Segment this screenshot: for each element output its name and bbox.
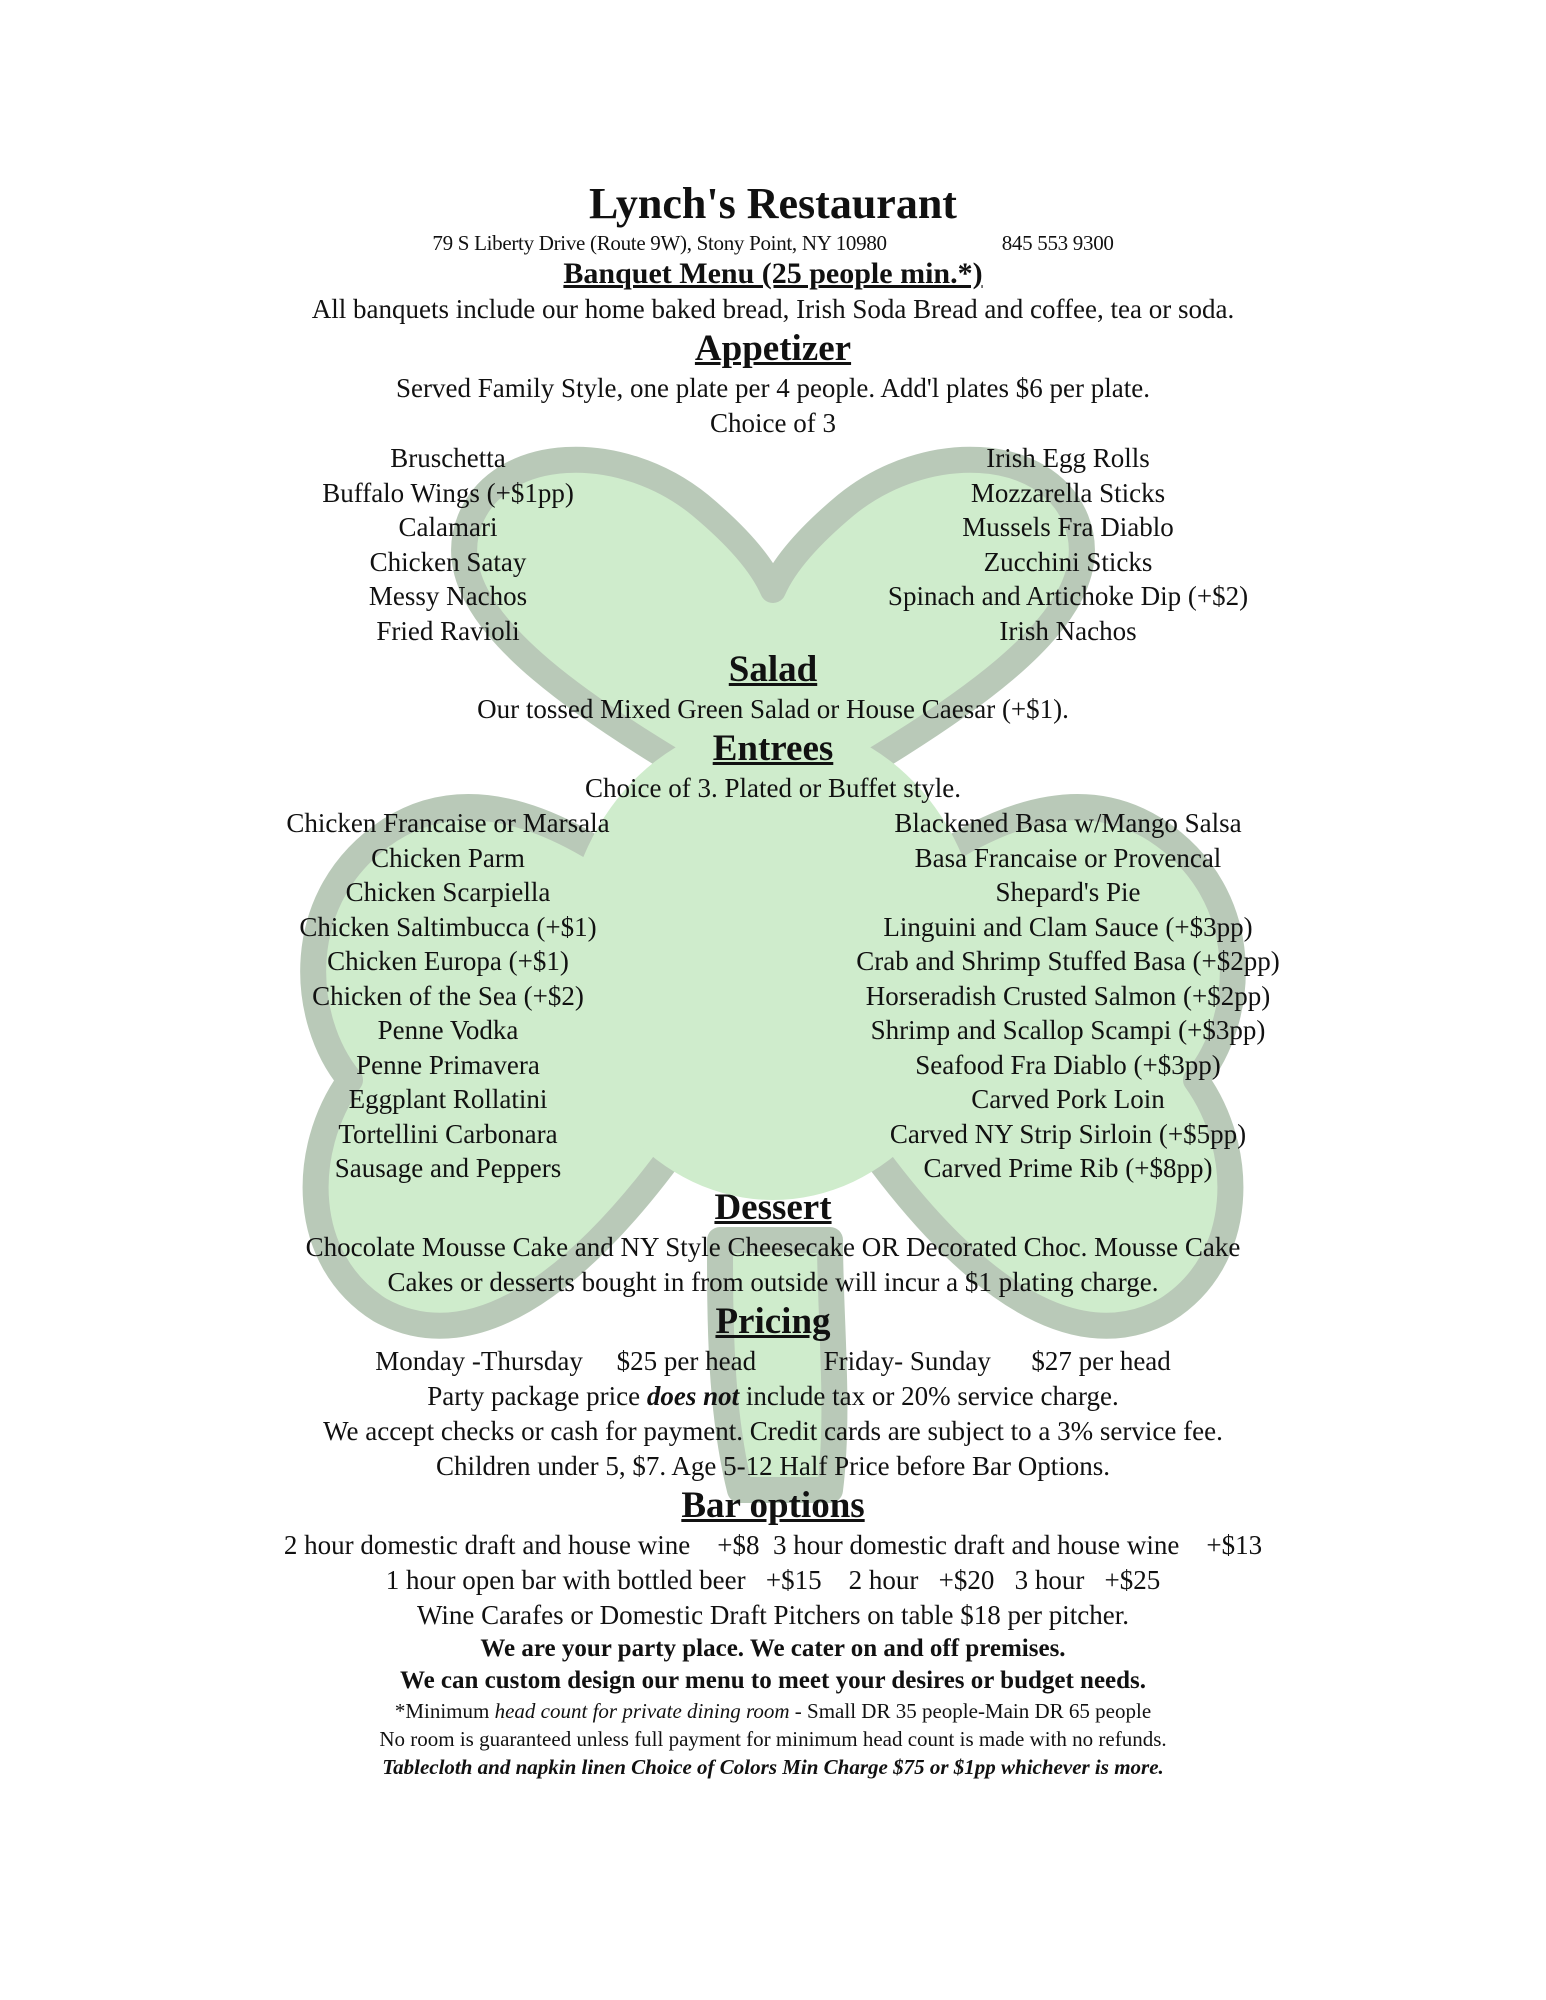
bar-option-pitchers: Wine Carafes or Domestic Draft Pitchers on table $18 per pitcher.	[417, 1599, 1129, 1630]
appetizer-right-column	[808, 441, 1328, 648]
appetizer-item: Calamari	[398, 512, 498, 542]
appetizer-item: Mozzarella Sticks	[970, 477, 1166, 508]
entree-item: Sausage and Peppers	[334, 1153, 562, 1183]
restaurant-address: 79 S Liberty Drive (Route 9W), Stony Point, NY 10980	[432, 231, 887, 255]
entree-item: Carved NY Strip Sirloin (+$5pp)	[889, 1118, 1247, 1149]
entree-item: Carved Pork Loin	[971, 1084, 1165, 1114]
weekday-price: $25 per head	[616, 1345, 757, 1376]
minimum-pre: *Minimum	[394, 1698, 490, 1723]
entree-item: Tortellini Carbonara	[338, 1118, 558, 1149]
entree-item: Blackened Basa w/Mango Salsa	[894, 808, 1242, 838]
appetizer-item: Messy Nachos	[368, 581, 528, 611]
minimum-post: - Small DR 35 people-Main DR 65 people	[789, 1698, 1152, 1723]
entrees-right-column	[808, 806, 1328, 1186]
appetizer-item: Irish Egg Rolls	[986, 443, 1150, 473]
entree-item: Chicken Parm	[371, 842, 525, 873]
package-note-emphasis: does not	[646, 1380, 740, 1411]
weekend-price: $27 per head	[1031, 1345, 1171, 1376]
entree-item: Penne Primavera	[356, 1049, 540, 1080]
party-place-tagline: We are your party place. We cater on and off premises.	[480, 1634, 1066, 1662]
entrees-left-column	[218, 806, 678, 1186]
pricing-row	[0, 1344, 1546, 1379]
entree-item: Crab and Shrimp Stuffed Basa (+$2pp)	[856, 946, 1280, 976]
dessert-plating-note: Cakes or desserts bought in from outside will incur a $1 plating charge.	[387, 1266, 1159, 1297]
entrees-heading: Entrees	[712, 728, 834, 769]
custom-menu-tagline: We can custom design our menu to meet your desires or budget needs.	[399, 1666, 1147, 1694]
entree-item: Basa Francaise or Provencal	[914, 842, 1222, 873]
minimum-italic: head count for private dining room	[494, 1698, 790, 1723]
entree-item: Seafood Fra Diablo (+$3pp)	[915, 1049, 1221, 1080]
appetizer-left-column	[218, 441, 678, 648]
restaurant-phone: 845 553 9300	[1001, 231, 1114, 255]
minimum-headcount-note	[0, 1697, 1546, 1725]
appetizer-item: Irish Nachos	[999, 615, 1137, 646]
guarantee-note: No room is guaranteed unless full payment for minimum head count is made with no refunds.	[379, 1726, 1167, 1751]
salad-heading: Salad	[728, 649, 818, 690]
restaurant-name: Lynch's Restaurant	[589, 179, 957, 228]
appetizer-heading: Appetizer	[694, 328, 852, 369]
appetizer-item: Bruschetta	[390, 443, 506, 473]
appetizer-item: Chicken Satay	[369, 546, 527, 577]
package-note-post: include tax or 20% service charge.	[745, 1380, 1119, 1411]
entree-item: Chicken of the Sea (+$2)	[312, 980, 584, 1011]
dessert-heading: Dessert	[714, 1186, 832, 1228]
appetizer-note: Served Family Style, one plate per 4 people. Add'l plates $6 per plate.	[396, 373, 1150, 403]
appetizer-item: Mussels Fra Diablo	[962, 512, 1174, 542]
linen-note: Tablecloth and napkin linen Choice of Colors Min Charge $75 or $1pp whichever is more.	[382, 1754, 1164, 1779]
appetizer-item: Spinach and Artichoke Dip (+$2)	[887, 581, 1249, 611]
entrees-columns	[0, 806, 1546, 1186]
package-note	[0, 1379, 1546, 1414]
weekday-label: Monday -Thursday	[375, 1345, 583, 1376]
bar-option-open-bar: 1 hour open bar with bottled beer +$15 2 hour +$20 3 hour +$25	[385, 1564, 1161, 1595]
appetizer-columns	[0, 441, 1546, 648]
dessert-line: Chocolate Mousse Cake and NY Style Cheesecake OR Decorated Choc. Mousse Cake	[305, 1231, 1241, 1262]
banquet-menu	[0, 178, 1546, 1781]
entree-item: Horseradish Crusted Salmon (+$2pp)	[865, 980, 1271, 1011]
appetizer-item: Fried Ravioli	[376, 615, 520, 646]
entree-item: Penne Vodka	[377, 1015, 519, 1045]
entree-item: Shepard's Pie	[995, 877, 1141, 907]
entree-item: Chicken Francaise or Marsala	[286, 808, 610, 838]
entree-item: Chicken Scarpiella	[345, 877, 551, 907]
entree-item: Eggplant Rollatini	[348, 1084, 548, 1114]
banquet-includes: All banquets include our home baked bread, Irish Soda Bread and coffee, tea or soda.	[311, 294, 1235, 324]
weekend-label: Friday- Sunday	[823, 1345, 991, 1376]
salad-note: Our tossed Mixed Green Salad or House Caesar (+$1).	[477, 694, 1069, 724]
address-line	[0, 230, 1546, 256]
entree-item: Carved Prime Rib (+$8pp)	[923, 1153, 1213, 1183]
banquet-menu-title: Banquet Menu (25 people min.*)	[563, 257, 983, 290]
entree-item: Chicken Saltimbucca (+$1)	[299, 911, 597, 942]
pricing-heading: Pricing	[715, 1300, 831, 1342]
appetizer-choice: Choice of 3	[710, 408, 836, 438]
entree-item: Shrimp and Scallop Scampi (+$3pp)	[870, 1015, 1266, 1045]
entree-item: Linguini and Clam Sauce (+$3pp)	[883, 911, 1253, 942]
entrees-choice: Choice of 3. Plated or Buffet style.	[585, 773, 961, 803]
bar-heading: Bar options	[681, 1484, 865, 1526]
appetizer-item: Buffalo Wings (+$1pp)	[322, 477, 574, 508]
package-note-pre: Party package price	[427, 1380, 641, 1411]
bar-option-wine: 2 hour domestic draft and house wine +$8 3 hour domestic draft and house wine +$13	[283, 1529, 1263, 1560]
children-note: Children under 5, $7. Age 5-12 Half Price before Bar Options.	[435, 1450, 1111, 1481]
appetizer-item: Zucchini Sticks	[983, 546, 1153, 577]
payment-note: We accept checks or cash for payment. Credit cards are subject to a 3% service fee.	[323, 1415, 1223, 1446]
entree-item: Chicken Europa (+$1)	[327, 946, 569, 976]
